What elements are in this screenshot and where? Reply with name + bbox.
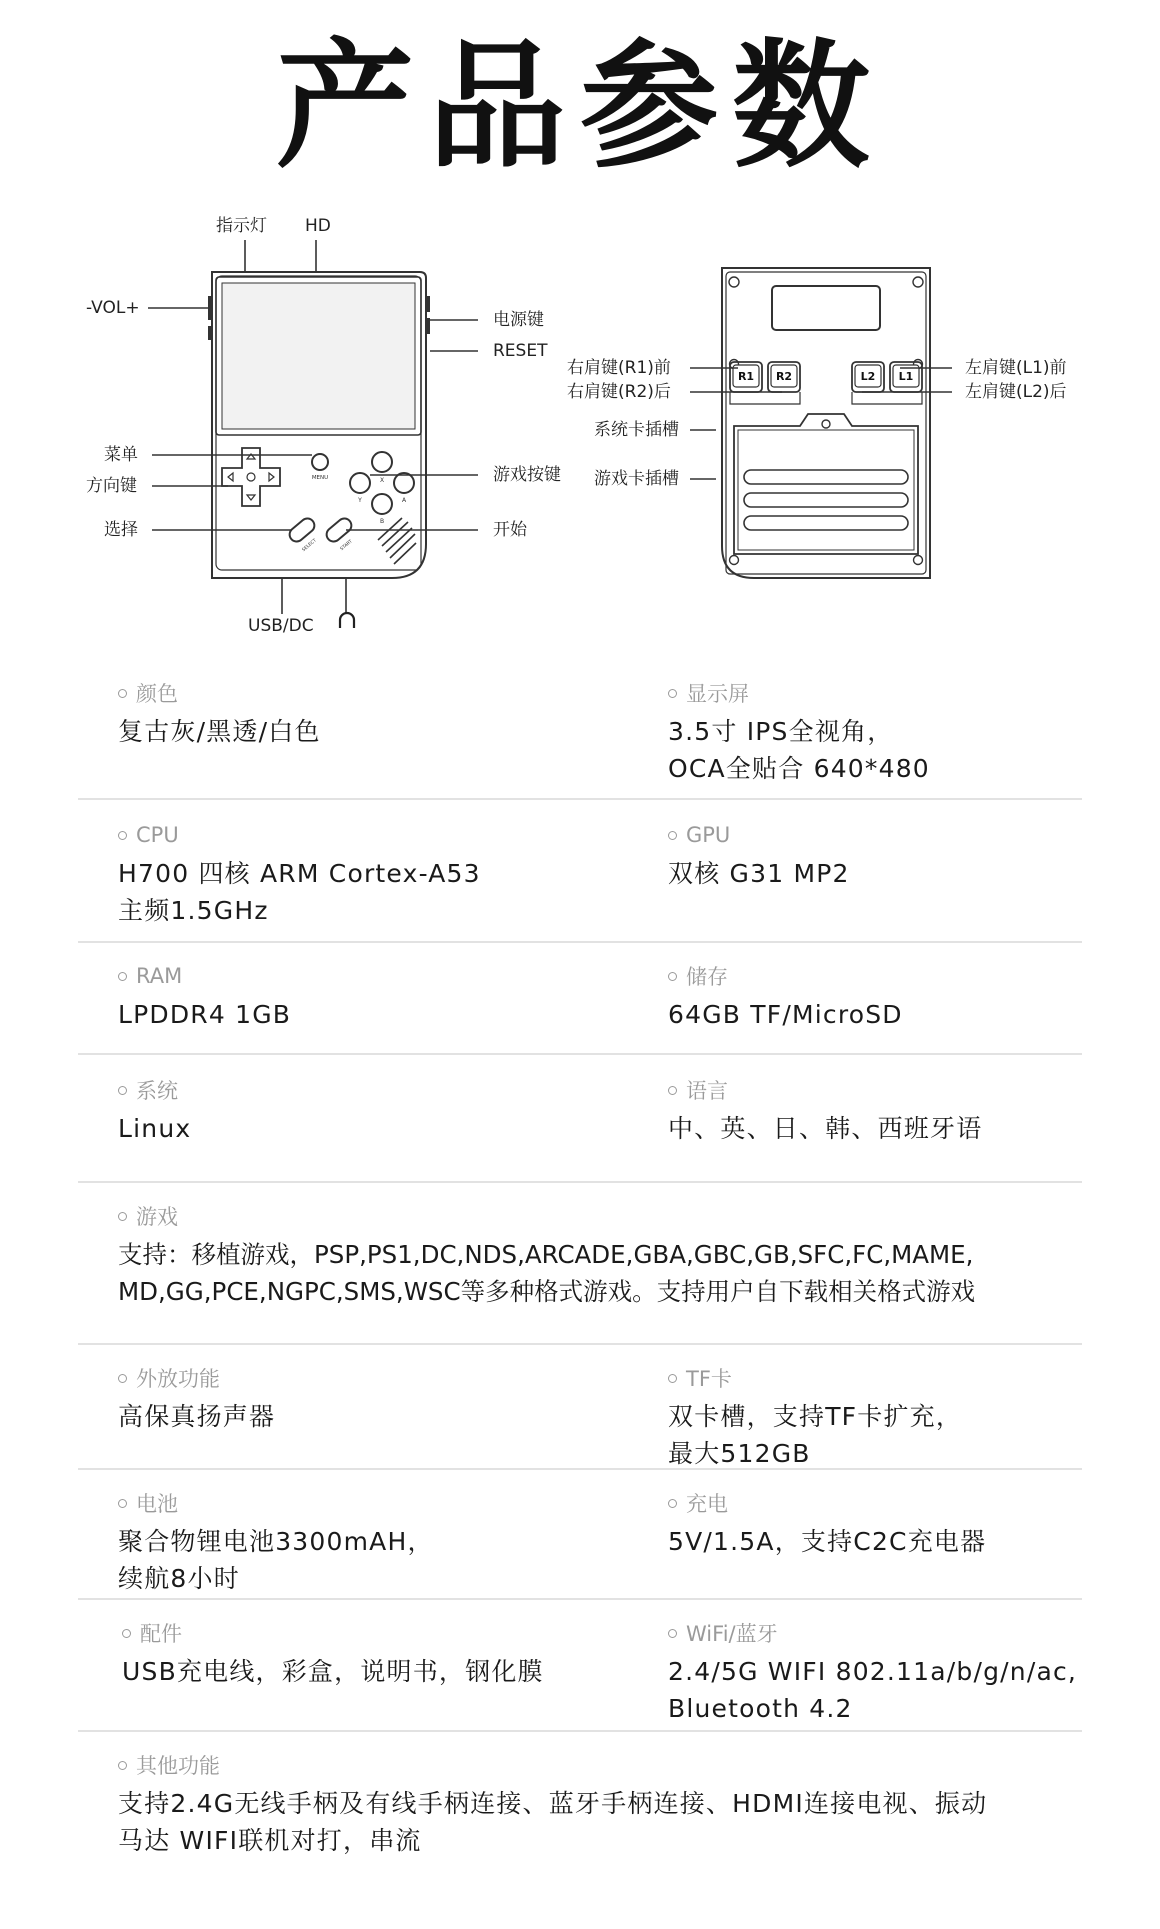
spec-language xyxy=(668,1075,1088,1147)
spec-color xyxy=(118,678,638,750)
spec-value: 2.4/5G WIFI 802.11a/b/g/n/ac, Bluetooth 4.2 xyxy=(668,1657,1078,1723)
back-device-rim xyxy=(726,272,926,574)
spec-label: 语言 xyxy=(686,1079,728,1103)
page-title: 产品参数 xyxy=(275,26,884,187)
spec-speaker xyxy=(118,1363,638,1435)
spec-label: 储存 xyxy=(686,965,728,989)
screw-icon xyxy=(729,277,739,287)
spec-other-features xyxy=(118,1750,1078,1859)
spec-row xyxy=(78,943,1082,1055)
cartridge-groove-3 xyxy=(744,516,908,530)
power-key-label: 电源键 xyxy=(493,310,544,330)
menu-key-text: MENU xyxy=(311,475,329,481)
x-button-shape xyxy=(372,452,392,472)
spec-value: 聚合物锂电池3300mAH， 续航8小时 xyxy=(118,1527,434,1593)
l1-key-text: L1 xyxy=(898,370,914,383)
cartridge-inner xyxy=(738,430,914,550)
select-key-text: SELECT xyxy=(301,538,318,553)
spec-label: 配件 xyxy=(140,1622,182,1646)
spec-wifi-bluetooth xyxy=(668,1618,1088,1727)
bullet-icon xyxy=(668,831,677,840)
usb-dc-label: USB/DC xyxy=(248,616,314,636)
spec-row xyxy=(78,1600,1082,1732)
spec-storage xyxy=(668,961,1088,1033)
dpad-center-icon xyxy=(247,473,255,481)
spec-label: 外放功能 xyxy=(136,1367,220,1391)
bullet-icon xyxy=(122,1629,131,1638)
hd-port-label: HD xyxy=(305,216,331,236)
spec-row xyxy=(78,800,1082,943)
select-label: 选择 xyxy=(104,520,138,540)
spec-value: 3.5寸 IPS全视角， OCA全贴合 640*480 xyxy=(668,717,930,783)
spec-charging xyxy=(668,1488,1088,1560)
device-diagram xyxy=(0,200,1160,650)
spec-label: 游戏 xyxy=(136,1205,178,1229)
spec-table xyxy=(78,658,1082,1872)
spec-value: LPDDR4 1GB xyxy=(118,1000,292,1029)
spec-label: RAM xyxy=(136,964,183,988)
volume-label: -VOL+ xyxy=(86,298,140,318)
indicator-light-label: 指示灯 xyxy=(216,216,267,236)
back-device-body xyxy=(722,268,930,578)
a-key-text: A xyxy=(401,497,407,504)
bullet-icon xyxy=(118,1499,127,1508)
bullet-icon xyxy=(118,1761,127,1770)
spec-label: TF卡 xyxy=(686,1367,732,1391)
spec-gpu xyxy=(668,820,1088,892)
spec-label: 充电 xyxy=(686,1492,728,1516)
spec-value: 64GB TF/MicroSD xyxy=(668,1000,903,1029)
spec-value: 高保真扬声器 xyxy=(118,1402,276,1431)
bullet-icon xyxy=(668,689,677,698)
dpad-shape xyxy=(222,448,280,506)
cartridge-notch-icon xyxy=(822,420,830,428)
spec-row xyxy=(78,1470,1082,1600)
spec-label: CPU xyxy=(136,823,179,847)
spec-label: 颜色 xyxy=(136,682,178,706)
spec-ram xyxy=(118,961,638,1033)
front-screen xyxy=(222,283,415,429)
r1-key-text: R1 xyxy=(737,370,755,383)
spec-row xyxy=(78,1345,1082,1470)
spec-value: 双卡槽，支持TF卡扩充， 最大512GB xyxy=(668,1402,963,1468)
headphone-icon xyxy=(340,613,354,628)
spec-system xyxy=(118,1075,638,1147)
spec-value: H700 四核 ARM Cortex-A53 主频1.5GHz xyxy=(118,859,481,925)
spec-battery xyxy=(118,1488,638,1597)
y-key-text: Y xyxy=(358,497,362,504)
spec-value: 复古灰/黑透/白色 xyxy=(118,717,321,746)
screw-icon-2 xyxy=(913,277,923,287)
spec-value: USB充电线，彩盒，说明书，钢化膜 xyxy=(122,1657,544,1686)
vol-button xyxy=(208,296,212,320)
bullet-icon xyxy=(668,1086,677,1095)
cartridge-groove xyxy=(744,470,908,484)
spec-value: 双核 G31 MP2 xyxy=(668,859,850,888)
a-button-shape xyxy=(394,473,414,493)
cartridge-groove-2 xyxy=(744,493,908,507)
spec-row xyxy=(78,1055,1082,1183)
spec-value: Linux xyxy=(118,1114,192,1143)
back-label-window xyxy=(772,286,880,330)
spec-label: 显示屏 xyxy=(686,682,749,706)
menu-label: 菜单 xyxy=(104,445,138,465)
shoulder-keys xyxy=(730,362,922,404)
spec-tf-card xyxy=(668,1363,1088,1472)
spec-label: 系统 xyxy=(136,1079,178,1103)
spec-label: 电池 xyxy=(136,1492,178,1516)
dpad-label: 方向键 xyxy=(86,476,137,496)
dpad-left-icon xyxy=(228,473,233,481)
spec-row xyxy=(78,1732,1082,1872)
spec-label: WiFi/蓝牙 xyxy=(686,1622,778,1646)
bullet-icon xyxy=(118,1374,127,1383)
game-buttons-label: 游戏按键 xyxy=(493,465,561,485)
reset-label: RESET xyxy=(493,341,548,361)
spec-accessories xyxy=(122,1618,642,1690)
spec-label: 其他功能 xyxy=(136,1754,220,1778)
device-illustration xyxy=(0,200,1160,650)
r2-label: 右肩键(R2)后 xyxy=(567,382,671,402)
spec-value: 5V/1.5A，支持C2C充电器 xyxy=(668,1527,987,1556)
x-key-text: X xyxy=(379,477,385,484)
spec-cpu xyxy=(118,820,638,929)
screw-icon-5 xyxy=(730,556,739,565)
y-button-shape xyxy=(350,473,370,493)
spec-row xyxy=(78,1183,1082,1345)
system-card-slot-label: 系统卡插槽 xyxy=(594,420,679,440)
bullet-icon xyxy=(118,689,127,698)
l1-label: 左肩键(L1)前 xyxy=(965,358,1067,378)
l2-key-text: L2 xyxy=(860,370,876,383)
start-key-text: START xyxy=(339,539,354,552)
l2-label: 左肩键(L2)后 xyxy=(965,382,1067,402)
spec-games xyxy=(118,1201,1078,1310)
bullet-icon xyxy=(668,1629,677,1638)
screw-icon-6 xyxy=(914,556,923,565)
power-button xyxy=(426,296,430,312)
bullet-icon xyxy=(118,972,127,981)
spec-value: 支持：移植游戏，PSP,PS1,DC,NDS,ARCADE,GBA,GBC,GB,SFC,FC,MAME, MD,GG,PCE,NGPC,SMS,WSC等多种格式游戏。支持用户自下载相关格式游戏 xyxy=(118,1240,976,1306)
dpad-right-icon xyxy=(269,473,274,481)
game-card-slot-label: 游戏卡插槽 xyxy=(594,469,679,489)
spec-row xyxy=(78,658,1082,800)
r2-key-text: R2 xyxy=(775,370,793,383)
bullet-icon xyxy=(668,1374,677,1383)
start-label: 开始 xyxy=(493,520,527,540)
bullet-icon xyxy=(668,972,677,981)
reset-button xyxy=(426,318,430,334)
dpad-down-icon xyxy=(247,495,255,500)
spec-label: GPU xyxy=(686,823,731,847)
bullet-icon xyxy=(118,831,127,840)
bullet-icon xyxy=(118,1212,127,1221)
r1-label: 右肩键(R1)前 xyxy=(567,358,671,378)
vol-button-2 xyxy=(208,326,212,340)
bullet-icon xyxy=(118,1086,127,1095)
menu-button-shape xyxy=(312,454,328,470)
bullet-icon xyxy=(668,1499,677,1508)
b-button-shape xyxy=(372,494,392,514)
spec-value: 支持2.4G无线手柄及有线手柄连接、蓝牙手柄连接、HDMI连接电视、振动 马达 WIFI联机对打，串流 xyxy=(118,1789,988,1855)
spec-display xyxy=(668,678,1088,787)
b-key-text: B xyxy=(379,518,385,525)
spec-value: 中、英、日、韩、西班牙语 xyxy=(668,1114,983,1143)
